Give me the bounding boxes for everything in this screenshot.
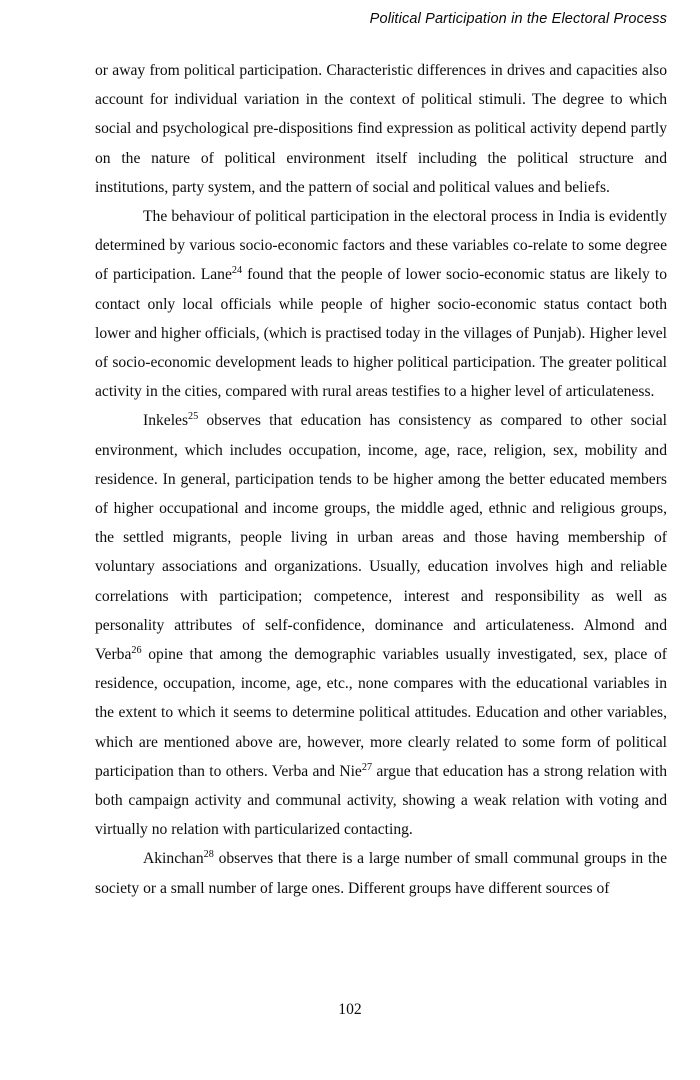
paragraph-2-text-after-note: found that the people of lower socio-economic status are likely to contact only local officials while people of higher socio-economic status contact both lower and higher officials, (which is practised today in the villages of Punjab). Higher level of socio-economic development leads to higher political participation. The greater political activity in the cities, compared with rural areas testifies to a higher level of articulateness. bbox=[95, 266, 667, 401]
paragraph-2 bbox=[95, 202, 667, 406]
footnote-marker-25: 25 bbox=[188, 411, 199, 423]
paragraph-4-text-after-note: observes that there is a large number of small communal groups in the society or a small number of large ones. Different groups have different sources of bbox=[95, 850, 667, 897]
paragraph-2-text-before-note: The behaviour of political participation in the electoral process in India is evidently determined by various socio-economic factors and these variables co-relate to some degree of participation. Lane bbox=[95, 208, 667, 284]
footnote-marker-28: 28 bbox=[203, 849, 214, 861]
paragraph-3-continuation-b: argue that education has a strong relation with both campaign activity and communal activity, showing a weak relation with voting and virtually no relation with particularized contacting. bbox=[95, 762, 667, 839]
paragraph-4-text-before-note: Akinchan bbox=[143, 850, 204, 868]
paragraph-3 bbox=[95, 406, 667, 844]
paragraph-1-text: or away from political participation. Characteristic differences in drives and capacities also account for individual variation in the context of political stimuli. The degree to which social and psychological pre-dispositions find expression as political activity depend partly on the nature of political environment itself including the political structure and institutions, party system, and the pattern of social and political values and beliefs. bbox=[95, 62, 667, 196]
running-head: Political Participation in the Electoral Process bbox=[369, 11, 667, 27]
page-number: 102 bbox=[338, 1001, 362, 1018]
paragraph-4 bbox=[95, 844, 667, 902]
footnote-marker-24: 24 bbox=[231, 265, 243, 277]
footnote-marker-27: 27 bbox=[361, 761, 373, 773]
paragraph-1 bbox=[95, 56, 667, 202]
paragraph-3-text-before-note: Inkeles bbox=[143, 412, 189, 430]
paragraph-3-continuation-a: opine that among the demographic variables usually investigated, sex, place of residence, occupation, income, age, etc., none compares with the educational variables in the extent to which it seems to determine political attitudes. Education and other variables, which are mentioned above are, however, more clearly related to some form of political participation than to others. Verba and Nie bbox=[95, 646, 667, 780]
paragraph-3-text-after-note: observes that education has consistency as compared to other social environment, which includes occupation, income, age, race, religion, sex, mobility and residence. In general, participation tends to be higher among the better educated members of higher occupational and income groups, the middle aged, ethnic and religious groups, the settled migrants, people living in urban areas and those having membership of voluntary associations and organizations. Usually, education involves high and reliable correlations with participation; competence, interest and responsibility as well as personality attributes of self-confidence, dominance and articulateness. Almond and Verba bbox=[95, 412, 667, 664]
footnote-marker-26: 26 bbox=[131, 645, 142, 657]
body-text-column bbox=[95, 56, 667, 903]
